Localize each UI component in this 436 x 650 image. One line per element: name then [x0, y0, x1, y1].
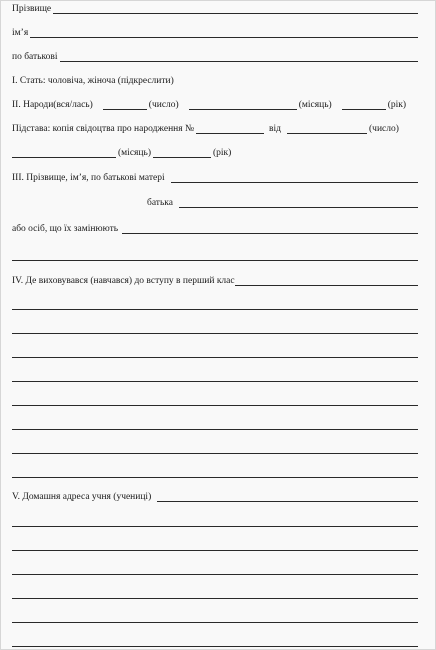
certificate-month-field[interactable]: [12, 147, 116, 158]
address-row: [12, 490, 418, 504]
birth-row: [12, 98, 418, 112]
certificate-year-field[interactable]: [153, 147, 211, 158]
name-row: [12, 26, 418, 40]
guardians-extra-line[interactable]: [12, 260, 418, 261]
preschool-field[interactable]: [235, 275, 418, 286]
preschool-line[interactable]: [12, 429, 418, 430]
preschool-row: [12, 274, 418, 288]
birth-day-label: (число): [148, 100, 179, 110]
mother-field[interactable]: [171, 172, 418, 183]
basis-row: [12, 122, 418, 136]
certificate-day-label: (число): [369, 124, 399, 134]
mother-label: III. Прізвище, ім’я, по батькові матері: [12, 173, 165, 183]
surname-row: [12, 2, 418, 16]
birth-year-label: (рік): [387, 100, 407, 110]
address-line[interactable]: [12, 574, 418, 575]
preschool-line[interactable]: [12, 333, 418, 334]
mother-row: [12, 171, 418, 185]
certificate-year-label: (рік): [212, 148, 232, 158]
preschool-line[interactable]: [12, 381, 418, 382]
guardians-row: [12, 222, 418, 236]
preschool-line[interactable]: [12, 357, 418, 358]
birth-year-field[interactable]: [342, 99, 386, 110]
guardians-label: або осіб, що їх замінюють: [12, 224, 119, 234]
preschool-line[interactable]: [12, 405, 418, 406]
certificate-number-field[interactable]: [196, 123, 264, 134]
address-line[interactable]: [12, 622, 418, 623]
sex-row: [12, 74, 418, 88]
patronymic-row: [12, 50, 418, 64]
birth-month-field[interactable]: [189, 99, 297, 110]
surname-label: Прізвище: [12, 4, 52, 14]
birth-month-label: (місяць): [298, 100, 332, 110]
basis-label: Підстава: копія свідоцтва про народження №: [12, 124, 195, 134]
address-line[interactable]: [12, 550, 418, 551]
sex-label: I. Стать: чоловіча, жіноча (підкреслити): [12, 76, 174, 86]
address-field[interactable]: [157, 491, 418, 502]
name-label: ім’я: [12, 28, 29, 38]
father-label: батька: [147, 198, 173, 208]
address-line[interactable]: [12, 598, 418, 599]
preschool-line[interactable]: [12, 477, 418, 478]
address-line[interactable]: [12, 646, 418, 647]
born-label: II. Народи(вся/лась): [12, 100, 93, 110]
address-line[interactable]: [12, 526, 418, 527]
preschool-label: IV. Де виховувався (навчався) до вступу в перший клас: [12, 276, 235, 286]
father-row: [12, 196, 418, 210]
certificate-day-field[interactable]: [287, 123, 367, 134]
preschool-line[interactable]: [12, 309, 418, 310]
patronymic-label: по батькові: [12, 52, 58, 62]
basis-date-row: [12, 146, 418, 160]
birth-day-field[interactable]: [103, 99, 147, 110]
preschool-line[interactable]: [12, 453, 418, 454]
patronymic-field[interactable]: [60, 51, 418, 62]
name-field[interactable]: [30, 27, 418, 38]
surname-field[interactable]: [53, 3, 418, 14]
guardians-field[interactable]: [122, 223, 418, 234]
certificate-month-label: (місяць): [118, 148, 151, 158]
address-label: V. Домашня адреса учня (учениці): [12, 492, 152, 502]
father-field[interactable]: [179, 197, 418, 208]
from-label: від: [269, 124, 282, 134]
